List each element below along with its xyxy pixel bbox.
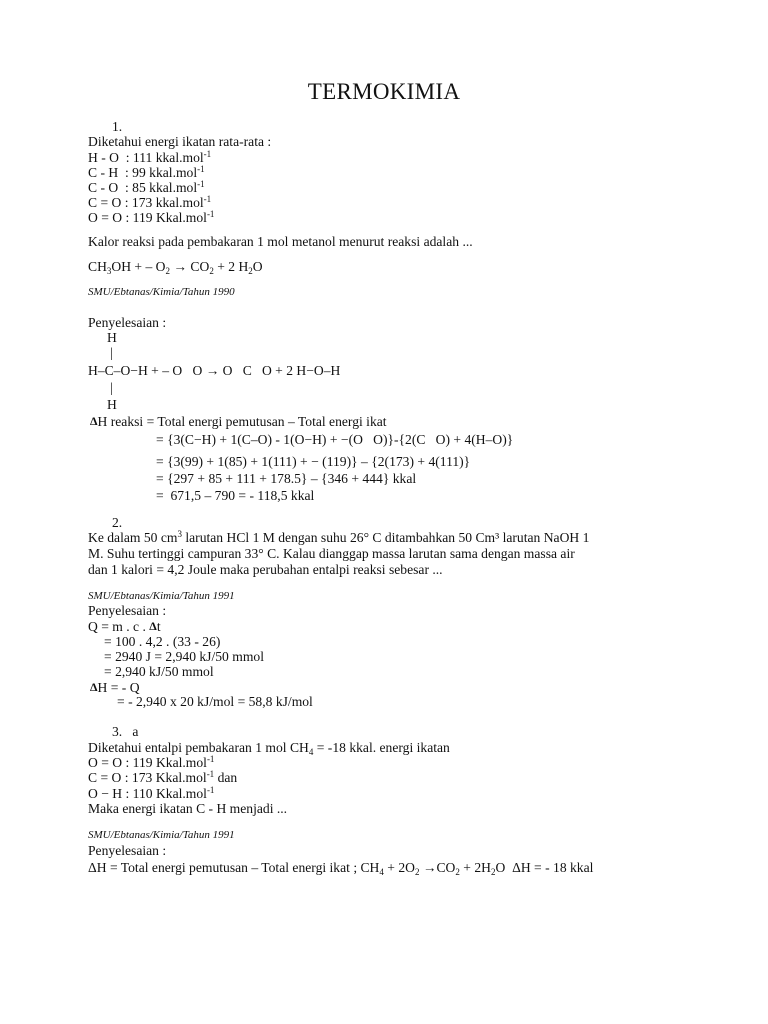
source-citation: SMU/Ebtanas/Kimia/Tahun 1990 <box>88 286 235 298</box>
delta-h-line: ΔH = - Q <box>90 680 140 695</box>
bond-energy-line: O − H : 110 Kkal.mol$^{-1}$ <box>88 785 215 801</box>
bond-energy-line: C = O : 173 kkal.mol$^{-1}$ <box>88 194 212 210</box>
calc-result: = - 2,940 x 20 kJ/mol = 58,8 kJ/mol <box>117 694 313 709</box>
arrow-icon: → <box>173 259 188 274</box>
solution-label: Penyelesaian : <box>88 603 167 618</box>
bond-energy-line: H - O : 111 kkal.mol$^{-1}$ <box>88 149 212 165</box>
bond-energy-line: O = O : 119 Kkal.mol$^{-1}$ <box>88 209 215 225</box>
bond-energy-line: C = O : 173 Kkal.mol$^{-1}$ dan <box>88 769 238 785</box>
structure-bond-bar: | <box>110 380 113 395</box>
calc-step: = 100 . 4,2 . (33 - 26) <box>104 634 221 649</box>
problem-3-question: Maka energi ikatan C - H menjadi ... <box>88 801 288 816</box>
bond-energy-line: O = O : 119 Kkal.mol$^{-1}$ <box>88 754 215 770</box>
delta-h-definition: ΔH reaksi = Total energi pemutusan – Total energi ikat <box>90 414 387 429</box>
calc-step: = {3(C−H) + 1(C–O) - 1(O−H) + −(O O)}-{2(C O) + 4(H–O)} <box>156 432 514 447</box>
delta-icon: Δ <box>90 680 98 694</box>
arrow-icon: → <box>205 363 220 378</box>
calc-step: = 2940 J = 2,940 kJ/50 mmol <box>104 649 264 664</box>
delta-icon: Δ <box>88 860 97 875</box>
final-equation: ΔH = Total energi pemutusan – Total energi ikat ; $CH_4 + 2O_2 \to CO_2 + 2H_2O$ ΔH = - 18 kkal <box>88 860 594 877</box>
problem-1-intro: Diketahui energi ikatan rata-rata : <box>88 134 272 149</box>
problem-3-intro: Diketahui entalpi pembakaran 1 mol $CH_4 = -18$ kkal. energi ikatan <box>88 740 450 757</box>
page-title: TERMOKIMIA <box>307 79 461 104</box>
problem-2-text: M. Suhu tertinggi campuran 33° C. Kalau dianggap massa larutan sama dengan massa air <box>88 546 575 561</box>
problem-3-number: 3. a <box>112 724 139 739</box>
delta-icon: Δ <box>512 860 521 875</box>
problem-2-number: 2. <box>112 515 123 530</box>
calc-step: = 671,5 – 790 = - 118,5 kkal <box>156 488 315 503</box>
problem-2-text: dan 1 kalori = 4,2 Joule maka perubahan entalpi reaksi sebesar ... <box>88 562 443 577</box>
problem-1-number: 1. <box>112 119 123 134</box>
solution-label: Penyelesaian : <box>88 843 167 858</box>
structure-bottom-h: H <box>107 397 117 412</box>
source-citation: SMU/Ebtanas/Kimia/Tahun 1991 <box>88 829 235 841</box>
solution-label: Penyelesaian : <box>88 315 167 330</box>
calc-step: = {3(99) + 1(85) + 1(111) + − (119)} – {2(173) + 4(111)} <box>156 454 471 469</box>
calc-step: = {297 + 85 + 111 + 178.5} – {346 + 444} kkal <box>156 471 417 486</box>
delta-icon: Δ <box>149 619 157 633</box>
problem-2-text: Ke dalam 50 $cm^3$ larutan HCl 1 M dengan suhu 26° C ditambahkan 50 Cm³ larutan NaOH 1 <box>88 529 590 545</box>
calc-step: = 2,940 kJ/50 mmol <box>104 664 214 679</box>
delta-icon: Δ <box>90 414 98 428</box>
bond-energy-line: C - H : 99 kkal.mol$^{-1}$ <box>88 164 205 180</box>
arrow-icon: → <box>422 860 437 875</box>
structure-bond-bar: | <box>110 345 113 360</box>
reaction-equation: $CH_3OH$ + – $O_2 \to CO_2 + 2$ $H_2O$ <box>88 259 263 276</box>
formula-q: Q = m . c . Δt <box>88 619 161 634</box>
structural-equation: H–C–O−H + – O O → O C O + 2 H−O–H <box>88 363 341 378</box>
bond-energy-line: C - O : 85 kkal.mol$^{-1}$ <box>88 179 205 195</box>
source-citation: SMU/Ebtanas/Kimia/Tahun 1991 <box>88 590 235 602</box>
problem-1-question: Kalor reaksi pada pembakaran 1 mol metanol menurut reaksi adalah ... <box>88 234 473 249</box>
structure-top-h: H <box>107 330 117 345</box>
